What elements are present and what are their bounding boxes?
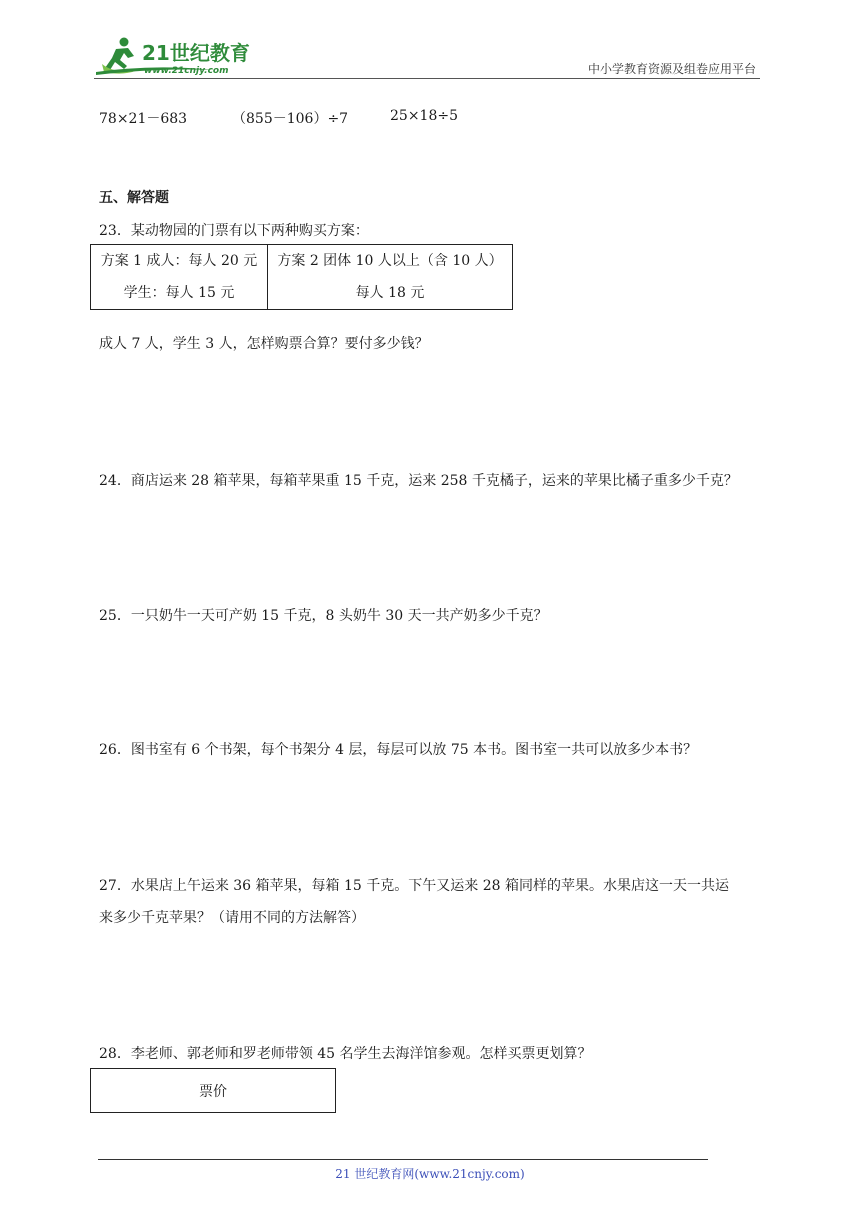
svg-text:www.21cnjy.com: www.21cnjy.com bbox=[144, 66, 229, 76]
logo-runner-icon bbox=[94, 34, 264, 78]
question-25: 25．一只奶牛一天可产奶 15 千克，8 头奶牛 30 天一共产奶多少千克？ bbox=[99, 608, 548, 624]
plan-2-line-2: 每人 18 元 bbox=[355, 285, 425, 301]
section-title: 五、解答题 bbox=[99, 190, 169, 206]
question-23-intro: 23．某动物园的门票有以下两种购买方案： bbox=[99, 223, 369, 239]
platform-name: 中小学教育资源及组卷应用平台 bbox=[587, 62, 756, 76]
question-24: 24．商店运来 28 箱苹果，每箱苹果重 15 千克，运来 258 千克橘子，运来的苹果比橘子重多少千克？ bbox=[99, 473, 738, 489]
calc-expression-3: 25×18÷5 bbox=[390, 108, 458, 124]
question-26: 26．图书室有 6 个书架，每个书架分 4 层，每层可以放 75 本书。图书室一共可以放多少本书？ bbox=[99, 742, 698, 758]
plan-1-cell bbox=[91, 245, 268, 310]
plan-1-line-1: 方案 1 成人：每人 20 元 bbox=[100, 253, 258, 269]
plan-2-cell bbox=[268, 245, 513, 310]
logo bbox=[94, 34, 264, 78]
question-27-line-2: 来多少千克苹果？（请用不同的方法解答） bbox=[99, 910, 365, 926]
plan-2-line-1: 方案 2 团体 10 人以上（含 10 人） bbox=[277, 253, 503, 269]
plan-1-line-2: 学生：每人 15 元 bbox=[123, 285, 235, 301]
header-divider bbox=[94, 78, 760, 79]
svg-text:21世纪教育: 21世纪教育 bbox=[142, 41, 250, 65]
ticket-price-box bbox=[90, 1068, 336, 1113]
question-23-text: 成人 7 人，学生 3 人，怎样购票合算？要付多少钱？ bbox=[99, 336, 429, 352]
question-27-line-1: 27．水果店上午运来 36 箱苹果，每箱 15 千克。下午又运来 28 箱同样的苹果。水果店这一天一共运 bbox=[99, 878, 729, 894]
ticket-plan-table bbox=[90, 244, 513, 310]
question-28: 28．李老师、郭老师和罗老师带领 45 名学生去海洋馆参观。怎样买票更划算？ bbox=[99, 1046, 592, 1062]
calc-expression-1: 78×21－683 bbox=[99, 111, 188, 127]
ticket-price-label: 票价 bbox=[199, 1083, 227, 1100]
calc-expression-2: （855－106）÷7 bbox=[232, 111, 349, 127]
footer-divider bbox=[98, 1159, 708, 1160]
footer-link[interactable]: 21 世纪教育网(www.21cnjy.com) bbox=[335, 1167, 525, 1181]
